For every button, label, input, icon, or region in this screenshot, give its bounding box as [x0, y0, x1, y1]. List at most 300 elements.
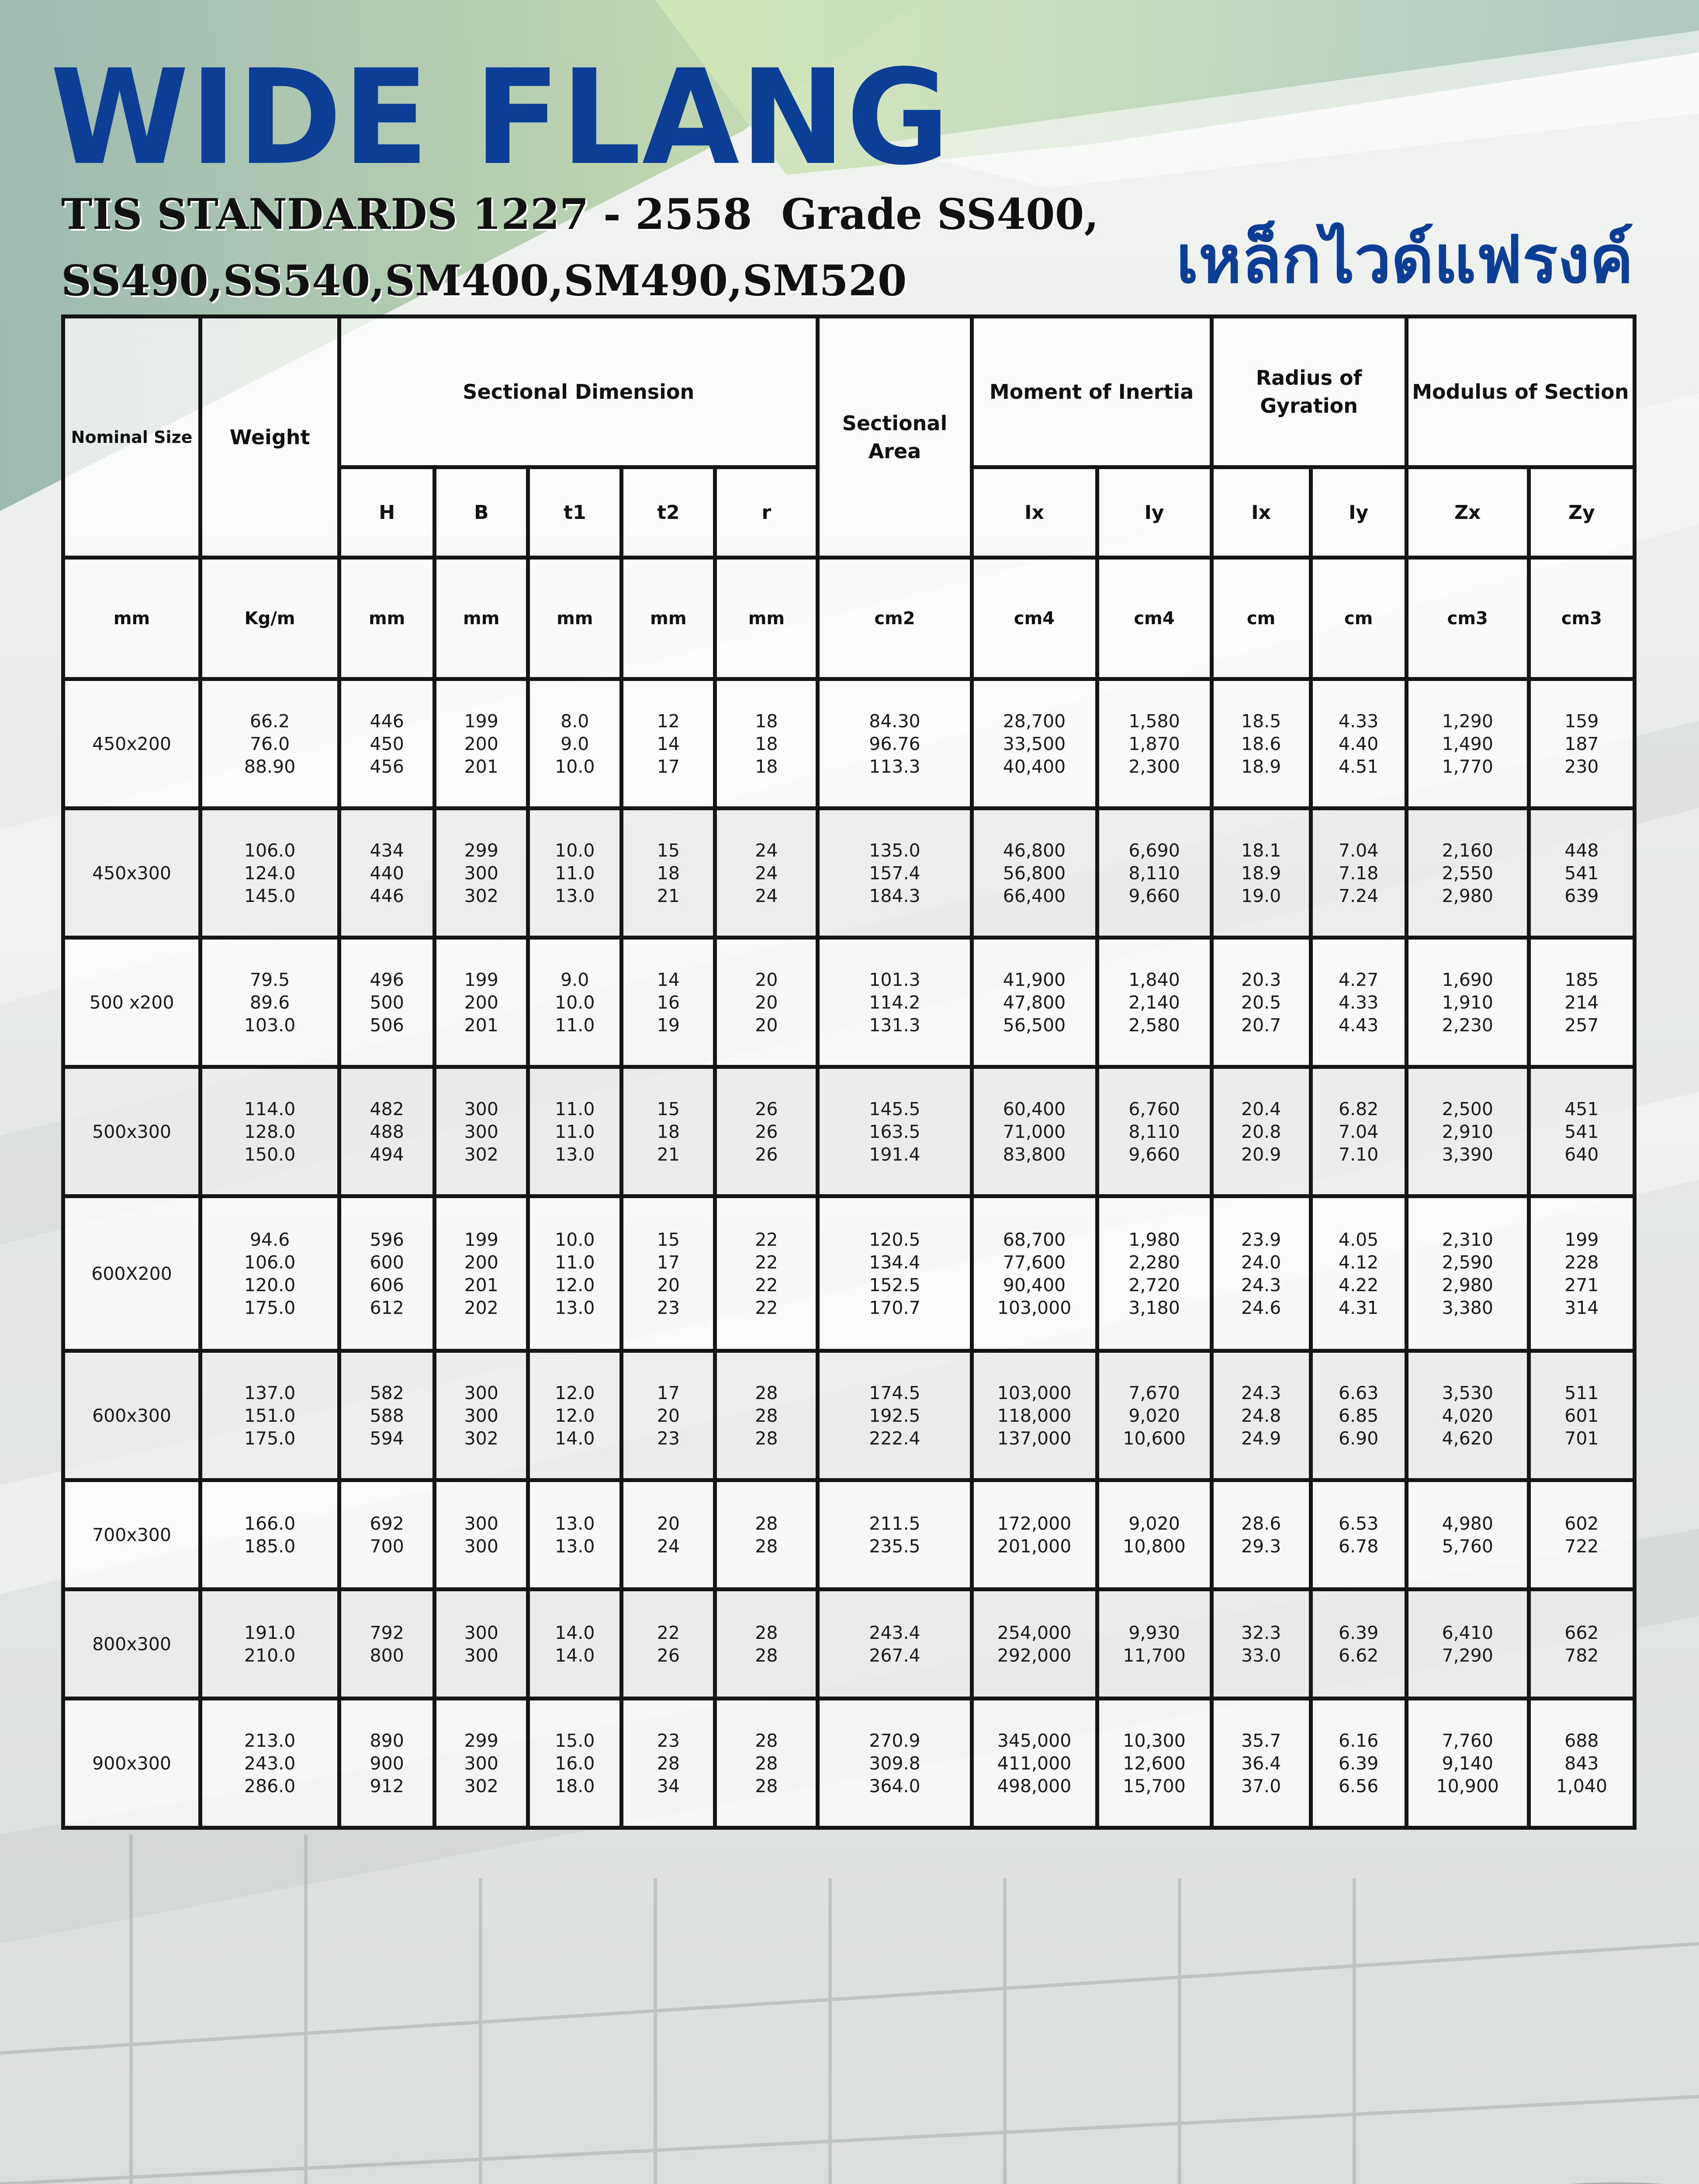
table-row [63, 1067, 1635, 1196]
cell-value: 2,280 [1128, 1251, 1180, 1273]
cell-value: 18 [657, 1121, 680, 1142]
cell-value: 150.0 [244, 1144, 296, 1165]
cell-value: 24.3 [1241, 1382, 1281, 1403]
sub-header-gyration-Iy: Iy [1311, 467, 1406, 558]
cell-value: 15 [657, 1229, 680, 1250]
table-row [63, 809, 1635, 938]
cell-value: 498,000 [997, 1775, 1072, 1797]
cell-gIy [1311, 1480, 1406, 1590]
cell-mIy [1097, 1351, 1211, 1480]
cell-value: 20 [755, 1014, 778, 1036]
cell-value: 6.39 [1339, 1622, 1379, 1643]
cell-value: 24 [755, 840, 778, 861]
cell-B [435, 1480, 528, 1590]
cell-value: 23 [657, 1297, 680, 1318]
cell-value: 199 [464, 969, 498, 990]
cell-value: 137.0 [244, 1382, 296, 1403]
cell-value: 159 [1564, 710, 1599, 732]
cell-value: 184.3 [869, 885, 920, 906]
cell-value: 135.0 [869, 840, 920, 861]
cell-value: 450 [370, 733, 404, 754]
cell-value: 900 [370, 1752, 404, 1774]
cell-gIx [1211, 1351, 1311, 1480]
cell-value: 4.22 [1339, 1274, 1379, 1296]
cell-value: 11.0 [555, 1014, 595, 1036]
cell-gIx [1211, 809, 1311, 938]
cell-value: 28.6 [1241, 1513, 1281, 1534]
cell-t1 [528, 938, 622, 1067]
unit-cell: mm [339, 558, 435, 679]
cell-value: 16 [657, 992, 680, 1013]
cell-value: 588 [370, 1405, 404, 1426]
cell-H [339, 1480, 435, 1590]
cell-value: 24.8 [1241, 1405, 1281, 1426]
cell-value: 18.9 [1241, 862, 1281, 884]
cell-t2 [622, 1590, 715, 1699]
cell-value: 21 [657, 1144, 680, 1165]
cell-B [435, 1699, 528, 1828]
cell-value: 20 [755, 969, 778, 990]
cell-value: 10.0 [555, 756, 595, 777]
cell-value: 14.0 [555, 1427, 595, 1449]
cell-gIy [1311, 809, 1406, 938]
cell-value: 9.0 [561, 969, 589, 990]
col-header-sectional-area: Sectional Area [818, 317, 972, 558]
cell-value: 10,900 [1436, 1775, 1499, 1797]
cell-value: 496 [370, 969, 404, 990]
cell-value: 299 [464, 1730, 498, 1751]
cell-value: 145.5 [869, 1098, 920, 1120]
cell-value: 612 [370, 1297, 404, 1318]
cell-value: 191.0 [244, 1622, 296, 1643]
col-header-weight: Weight [201, 317, 339, 558]
cell-value: 4.12 [1339, 1251, 1379, 1273]
cell-area [818, 1699, 972, 1828]
cell-value: 24 [755, 885, 778, 906]
cell-value: 18.1 [1241, 840, 1281, 861]
cell-value: 15 [657, 840, 680, 861]
cell-value: 152.5 [869, 1274, 920, 1296]
cell-t1 [528, 1480, 622, 1590]
subtitle-line-1: TIS STANDARDS 1227 - 2558 Grade SS400, [61, 190, 1099, 239]
cell-value: 594 [370, 1427, 404, 1449]
cell-value: 596 [370, 1229, 404, 1250]
cell-value: 230 [1564, 756, 1599, 777]
cell-weight [201, 1699, 339, 1828]
cell-value: 103,000 [997, 1382, 1072, 1403]
unit-cell: mm [63, 558, 201, 679]
unit-cell: mm [715, 558, 818, 679]
cell-value: 185.0 [244, 1535, 296, 1557]
cell-value: 13.0 [555, 1513, 595, 1534]
cell-mIy [1097, 1067, 1211, 1196]
cell-value: 20 [657, 1513, 680, 1534]
cell-value: 83,800 [1003, 1144, 1066, 1165]
cell-value: 200 [464, 992, 498, 1013]
cell-value: 66.2 [249, 710, 290, 732]
nominal-size-cell: 700x300 [63, 1480, 201, 1590]
cell-value: 11,700 [1123, 1645, 1186, 1666]
cell-value: 4,980 [1442, 1513, 1493, 1534]
cell-value: 6.62 [1339, 1645, 1379, 1666]
cell-value: 24.0 [1241, 1251, 1281, 1273]
cell-value: 187 [1564, 733, 1599, 754]
cell-mIx [972, 938, 1097, 1067]
cell-value: 12,600 [1123, 1752, 1186, 1774]
cell-value: 2,160 [1442, 840, 1493, 861]
cell-value: 128.0 [244, 1121, 296, 1142]
cell-value: 28 [755, 1622, 778, 1643]
cell-value: 541 [1564, 1121, 1599, 1142]
cell-value: 94.6 [249, 1229, 290, 1250]
cell-value: 6.90 [1339, 1427, 1379, 1449]
cell-B [435, 809, 528, 938]
cell-value: 640 [1564, 1144, 1599, 1165]
cell-value: 18.9 [1241, 756, 1281, 777]
cell-value: 18.6 [1241, 733, 1281, 754]
cell-value: 299 [464, 840, 498, 861]
cell-value: 4.43 [1339, 1014, 1379, 1036]
cell-value: 11.0 [555, 1098, 595, 1120]
cell-gIx [1211, 1590, 1311, 1699]
cell-value: 4.27 [1339, 969, 1379, 990]
unit-cell: cm4 [972, 558, 1097, 679]
cell-B [435, 1067, 528, 1196]
standards-subtitle [61, 181, 1180, 314]
cell-value: 286.0 [244, 1775, 296, 1797]
cell-value: 21 [657, 885, 680, 906]
cell-value: 35.7 [1241, 1730, 1281, 1751]
cell-value: 101.3 [869, 969, 920, 990]
cell-value: 34 [657, 1775, 680, 1797]
cell-value: 201 [464, 756, 498, 777]
cell-value: 131.3 [869, 1014, 920, 1036]
cell-value: 88.90 [244, 756, 296, 777]
cell-value: 28 [755, 1535, 778, 1557]
cell-value: 28 [755, 1775, 778, 1797]
cell-value: 11.0 [555, 862, 595, 884]
nominal-size-cell: 500 x200 [63, 938, 201, 1067]
cell-B [435, 1590, 528, 1699]
cell-value: 601 [1564, 1405, 1599, 1426]
cell-value: 2,580 [1128, 1014, 1180, 1036]
cell-value: 890 [370, 1730, 404, 1751]
cell-value: 364.0 [869, 1775, 920, 1797]
cell-value: 500 [370, 992, 404, 1013]
cell-value: 22 [657, 1622, 680, 1643]
cell-B [435, 1351, 528, 1480]
cell-value: 9,140 [1442, 1752, 1493, 1774]
cell-gIx [1211, 1480, 1311, 1590]
cell-H [339, 1351, 435, 1480]
cell-gIx [1211, 1699, 1311, 1828]
sub-header-t1: t1 [528, 467, 622, 558]
cell-value: 17 [657, 1251, 680, 1273]
cell-value: 1,910 [1442, 992, 1493, 1013]
cell-value: 701 [1564, 1427, 1599, 1449]
cell-value: 23.9 [1241, 1229, 1281, 1250]
cell-value: 10.0 [555, 1229, 595, 1250]
cell-value: 254,000 [997, 1622, 1072, 1643]
cell-value: 8.0 [561, 710, 589, 732]
cell-value: 4.31 [1339, 1297, 1379, 1318]
cell-value: 300 [464, 1382, 498, 1403]
cell-value: 4,620 [1442, 1427, 1493, 1449]
cell-weight [201, 679, 339, 809]
cell-value: 151.0 [244, 1405, 296, 1426]
subtitle-line-2: SS490,SS540,SM400,SM490,SM520 [61, 256, 907, 305]
cell-Zy [1529, 1196, 1634, 1351]
cell-value: 13.0 [555, 1297, 595, 1318]
cell-H [339, 1699, 435, 1828]
cell-value: 662 [1564, 1622, 1599, 1643]
cell-value: 10,800 [1123, 1535, 1186, 1557]
cell-value: 23 [657, 1730, 680, 1751]
cell-value: 106.0 [244, 1251, 296, 1273]
cell-value: 22 [755, 1229, 778, 1250]
nominal-size-cell: 600x300 [63, 1351, 201, 1480]
cell-value: 11.0 [555, 1121, 595, 1142]
cell-Zx [1406, 1067, 1529, 1196]
nominal-size-cell: 500x300 [63, 1067, 201, 1196]
cell-value: 20.9 [1241, 1144, 1281, 1165]
cell-mIx [972, 679, 1097, 809]
cell-value: 84.30 [869, 710, 920, 732]
cell-value: 314 [1564, 1297, 1599, 1318]
cell-value: 3,390 [1442, 1144, 1493, 1165]
cell-value: 192.5 [869, 1405, 920, 1426]
cell-value: 602 [1564, 1513, 1599, 1534]
cell-value: 300 [464, 1098, 498, 1120]
cell-value: 20.7 [1241, 1014, 1281, 1036]
cell-value: 199 [1564, 1229, 1599, 1250]
cell-value: 1,980 [1128, 1229, 1180, 1250]
cell-value: 17 [657, 1382, 680, 1403]
cell-r [715, 1196, 818, 1351]
cell-value: 3,380 [1442, 1297, 1493, 1318]
table-row [63, 679, 1635, 809]
cell-Zx [1406, 1196, 1529, 1351]
cell-value: 20 [657, 1274, 680, 1296]
cell-value: 912 [370, 1775, 404, 1797]
cell-value: 90,400 [1003, 1274, 1066, 1296]
cell-area [818, 679, 972, 809]
cell-value: 222.4 [869, 1427, 920, 1449]
cell-value: 9,930 [1128, 1622, 1180, 1643]
cell-value: 6.63 [1339, 1382, 1379, 1403]
cell-mIx [972, 1590, 1097, 1699]
cell-value: 18.5 [1241, 710, 1281, 732]
table-body [63, 679, 1635, 1828]
cell-value: 118,000 [997, 1405, 1072, 1426]
cell-mIy [1097, 1590, 1211, 1699]
cell-H [339, 1067, 435, 1196]
unit-cell: cm [1211, 558, 1311, 679]
cell-value: 24.3 [1241, 1274, 1281, 1296]
cell-value: 210.0 [244, 1645, 296, 1666]
cell-value: 56,800 [1003, 862, 1066, 884]
cell-value: 722 [1564, 1535, 1599, 1557]
cell-t2 [622, 1480, 715, 1590]
cell-value: 15 [657, 1098, 680, 1120]
cell-value: 36.4 [1241, 1752, 1281, 1774]
cell-value: 456 [370, 756, 404, 777]
cell-value: 6,690 [1128, 840, 1180, 861]
cell-area [818, 1067, 972, 1196]
cell-value: 114.0 [244, 1098, 296, 1120]
cell-value: 6.56 [1339, 1775, 1379, 1797]
cell-area [818, 1590, 972, 1699]
cell-value: 10.0 [555, 840, 595, 861]
cell-value: 18 [755, 733, 778, 754]
cell-value: 11.0 [555, 1251, 595, 1273]
cell-value: 28 [755, 1405, 778, 1426]
cell-Zy [1529, 1699, 1634, 1828]
cell-value: 1,290 [1442, 710, 1493, 732]
cell-gIx [1211, 1067, 1311, 1196]
cell-value: 606 [370, 1274, 404, 1296]
cell-value: 2,300 [1128, 756, 1180, 777]
cell-value: 79.5 [249, 969, 290, 990]
cell-t1 [528, 1067, 622, 1196]
cell-value: 2,720 [1128, 1274, 1180, 1296]
cell-value: 6.85 [1339, 1405, 1379, 1426]
cell-area [818, 1196, 972, 1351]
cell-value: 9.0 [561, 733, 589, 754]
cell-value: 24 [657, 1535, 680, 1557]
unit-cell: cm2 [818, 558, 972, 679]
cell-value: 191.4 [869, 1144, 920, 1165]
cell-value: 40,400 [1003, 756, 1066, 777]
cell-value: 267.4 [869, 1645, 920, 1666]
cell-value: 688 [1564, 1730, 1599, 1751]
cell-value: 166.0 [244, 1513, 296, 1534]
cell-B [435, 1196, 528, 1351]
cell-mIy [1097, 1196, 1211, 1351]
cell-value: 201,000 [997, 1535, 1072, 1557]
cell-value: 12 [657, 710, 680, 732]
cell-value: 18.0 [555, 1775, 595, 1797]
sub-header-Zx: Zx [1406, 467, 1529, 558]
cell-value: 4.40 [1339, 733, 1379, 754]
cell-t1 [528, 1196, 622, 1351]
cell-t1 [528, 1590, 622, 1699]
cell-value: 175.0 [244, 1427, 296, 1449]
cell-H [339, 938, 435, 1067]
cell-value: 6.16 [1339, 1730, 1379, 1751]
cell-value: 302 [464, 1775, 498, 1797]
cell-value: 96.76 [869, 733, 920, 754]
cell-value: 214 [1564, 992, 1599, 1013]
cell-value: 22 [755, 1274, 778, 1296]
cell-value: 201 [464, 1274, 498, 1296]
cell-gIy [1311, 938, 1406, 1067]
cell-value: 494 [370, 1144, 404, 1165]
wide-flange-spec-table [61, 314, 1637, 1830]
cell-r [715, 1480, 818, 1590]
cell-value: 71,000 [1003, 1121, 1066, 1142]
cell-value: 14 [657, 733, 680, 754]
sub-header-t2: t2 [622, 467, 715, 558]
cell-value: 199 [464, 710, 498, 732]
cell-H [339, 1196, 435, 1351]
cell-value: 2,910 [1442, 1121, 1493, 1142]
cell-Zx [1406, 938, 1529, 1067]
cell-value: 6.82 [1339, 1098, 1379, 1120]
cell-gIy [1311, 1699, 1406, 1828]
unit-cell: mm [528, 558, 622, 679]
cell-value: 77,600 [1003, 1251, 1066, 1273]
cell-value: 26 [755, 1144, 778, 1165]
cell-value: 9,020 [1128, 1513, 1180, 1534]
cell-Zy [1529, 1590, 1634, 1699]
cell-gIy [1311, 1351, 1406, 1480]
cell-value: 482 [370, 1098, 404, 1120]
cell-value: 15.0 [555, 1730, 595, 1751]
cell-value: 201 [464, 1014, 498, 1036]
cell-Zy [1529, 1351, 1634, 1480]
cell-value: 175.0 [244, 1297, 296, 1318]
cell-value: 14.0 [555, 1622, 595, 1643]
unit-cell: mm [622, 558, 715, 679]
cell-value: 2,500 [1442, 1098, 1493, 1120]
cell-weight [201, 1480, 339, 1590]
group-header-row [63, 317, 1635, 467]
cell-value: 157.4 [869, 862, 920, 884]
cell-value: 28,700 [1003, 710, 1066, 732]
cell-value: 15,700 [1123, 1775, 1186, 1797]
cell-r [715, 1590, 818, 1699]
cell-value: 3,530 [1442, 1382, 1493, 1403]
cell-value: 56,500 [1003, 1014, 1066, 1036]
cell-value: 174.5 [869, 1382, 920, 1403]
cell-value: 46,800 [1003, 840, 1066, 861]
cell-value: 257 [1564, 1014, 1599, 1036]
cell-value: 103.0 [244, 1014, 296, 1036]
cell-gIy [1311, 1067, 1406, 1196]
cell-value: 145.0 [244, 885, 296, 906]
sub-header-r: r [715, 467, 818, 558]
cell-value: 228 [1564, 1251, 1599, 1273]
cell-value: 309.8 [869, 1752, 920, 1774]
cell-value: 843 [1564, 1752, 1599, 1774]
cell-value: 1,690 [1442, 969, 1493, 990]
cell-value: 211.5 [869, 1513, 920, 1534]
cell-value: 68,700 [1003, 1229, 1066, 1250]
cell-value: 1,840 [1128, 969, 1180, 990]
cell-value: 26 [755, 1121, 778, 1142]
cell-Zx [1406, 679, 1529, 809]
nominal-size-cell: 800x300 [63, 1590, 201, 1699]
cell-mIy [1097, 1699, 1211, 1828]
cell-area [818, 1351, 972, 1480]
cell-value: 28 [755, 1645, 778, 1666]
cell-value: 7.04 [1339, 1121, 1379, 1142]
cell-value: 33,500 [1003, 733, 1066, 754]
cell-value: 20.8 [1241, 1121, 1281, 1142]
cell-value: 488 [370, 1121, 404, 1142]
cell-value: 18 [657, 862, 680, 884]
cell-mIx [972, 1196, 1097, 1351]
cell-value: 47,800 [1003, 992, 1066, 1013]
cell-value: 20.3 [1241, 969, 1281, 990]
sub-header-Zy: Zy [1529, 467, 1634, 558]
cell-value: 3,180 [1128, 1297, 1180, 1318]
cell-t1 [528, 679, 622, 809]
cell-value: 137,000 [997, 1427, 1072, 1449]
cell-value: 2,140 [1128, 992, 1180, 1013]
cell-area [818, 938, 972, 1067]
